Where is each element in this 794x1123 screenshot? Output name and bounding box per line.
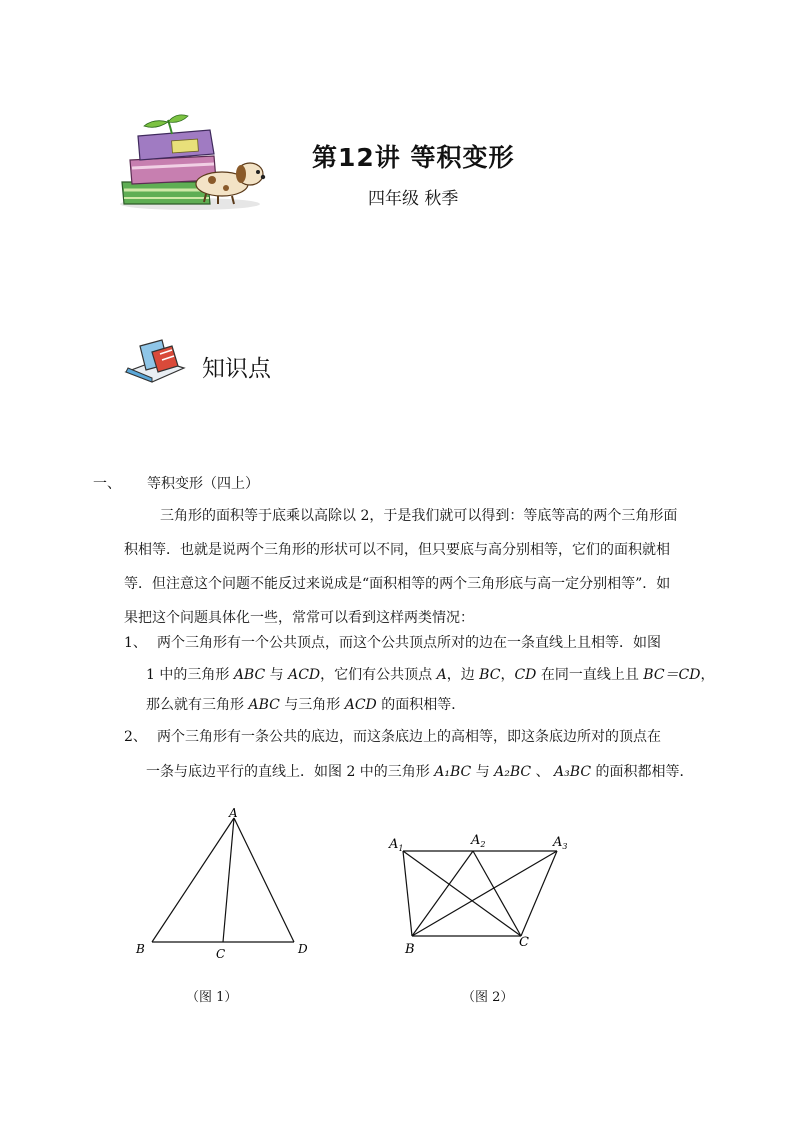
fig2-label-a3: $A_3$ [553, 835, 568, 851]
fig1-label-a: A [229, 806, 238, 820]
section-title: 等积变形（四上） [147, 476, 259, 492]
fig2-edge-a3c [521, 851, 557, 936]
item-1-line-2: 1 中的三角形 ABC 与 ACD，它们有公共顶点 A，边 BC，CD 在同一直线上且 BC＝CD， [146, 667, 715, 683]
intro-line-1: 三角形的面积等于底乘以高除以 2，于是我们就可以得到：等底等高的两个三角形面 [160, 508, 678, 524]
fig2-label-b: B [405, 942, 415, 957]
fig2-label-c: C [519, 935, 529, 950]
books-dog-illustration [110, 112, 270, 212]
fig2-label-a2: $A_2$ [471, 833, 486, 849]
item-2-line-2: 一条与底边平行的直线上．如图 2 中的三角形 A₁BC 与 A₂BC 、 A₃BC 的面积都相等． [146, 764, 694, 780]
fig1-label-b: B [136, 942, 145, 956]
fig1-edge-ad [234, 818, 294, 942]
item-1-number: 1、 [124, 635, 147, 651]
item-2-line-1: 两个三角形有一条公共的底边，而这条底边上的高相等，即这条底边所对的顶点在 [157, 729, 661, 745]
figure-2-diagram [385, 826, 585, 966]
figure-2-caption: （图 2） [462, 990, 514, 1005]
intro-line-4: 果把这个问题具体化一些，常常可以看到这样两类情况： [124, 610, 474, 626]
fig2-edge-a3b [412, 851, 557, 936]
fig1-label-c: C [216, 947, 226, 961]
fig2-edge-a2c [473, 851, 521, 936]
figure-1-caption: （图 1） [186, 990, 238, 1005]
lesson-title: 第12讲 等积变形 [312, 143, 515, 172]
fig2-edge-a1b [403, 851, 412, 936]
intro-line-3: 等．但注意这个问题不能反过来说成是“面积相等的两个三角形底与高一定分别相等”．如 [124, 576, 671, 592]
lesson-subtitle: 四年级 秋季 [368, 189, 459, 209]
fig1-edge-ac [223, 818, 234, 942]
item-1-line-1: 两个三角形有一个公共顶点，而这个公共顶点所对的边在一条直线上且相等．如图 [157, 635, 661, 651]
item-1-line-3: 那么就有三角形 ABC 与三角形 ACD 的面积相等． [146, 697, 466, 713]
intro-line-2: 积相等．也就是说两个三角形的形状可以不同，但只要底与高分别相等，它们的面积就相 [124, 542, 670, 558]
figure-1-diagram [130, 806, 320, 966]
knowledge-heading: 知识点 [202, 356, 271, 382]
fig1-edge-ab [152, 818, 234, 942]
open-book-icon [122, 338, 188, 388]
fig1-label-d: D [298, 942, 308, 956]
fig2-label-a1: $A_1$ [389, 837, 404, 853]
section-number: 一、 [93, 476, 121, 492]
item-2-number: 2、 [124, 729, 147, 745]
